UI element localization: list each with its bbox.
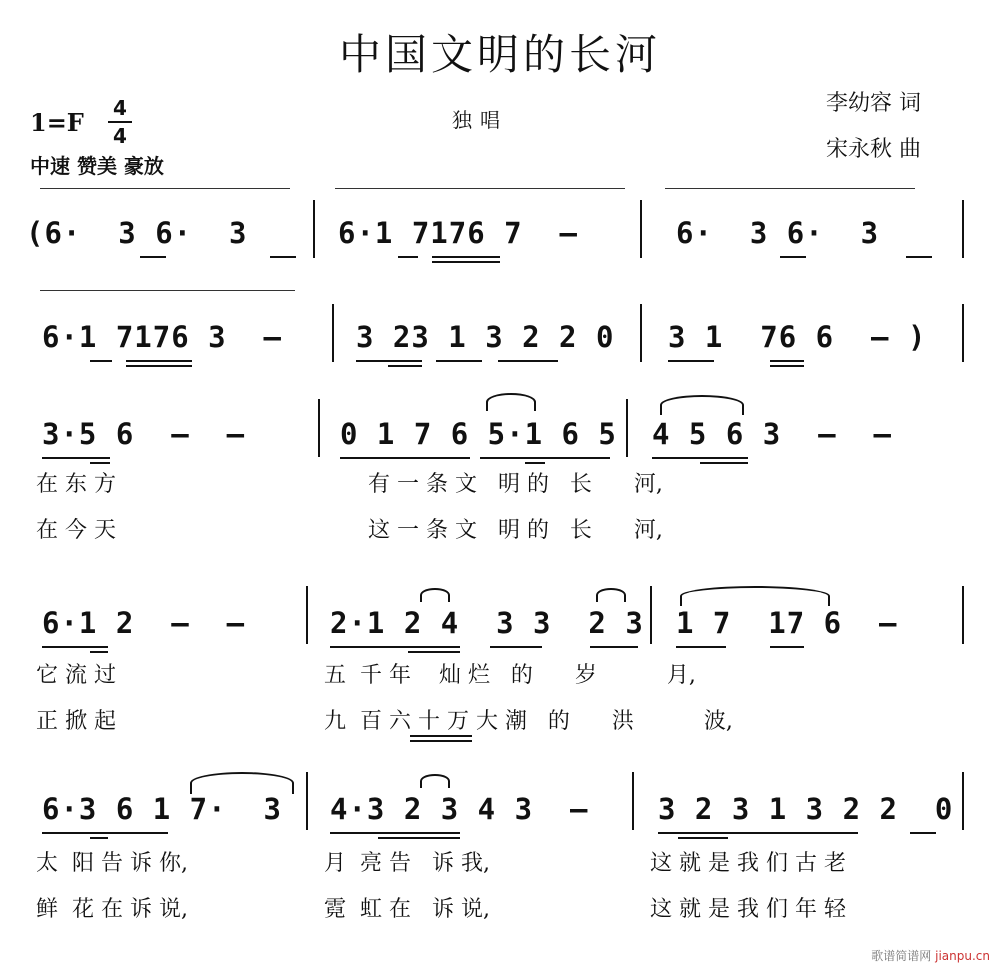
- tie-arc: [680, 586, 830, 606]
- measure-notes: 0 1 7 6 5·1 6 5: [340, 417, 617, 451]
- lyric-verse-1: 它 流 过: [36, 663, 116, 688]
- barline: [306, 772, 308, 830]
- underline: [525, 462, 545, 464]
- measure-notes: 6·1 7176 7 –: [338, 216, 578, 250]
- lyric-verse-2: 九 百 六 十 万 大 潮 的 洪 波,: [324, 709, 733, 734]
- lyric-verse-2: 正 掀 起: [36, 709, 116, 734]
- underline: [388, 365, 422, 367]
- underline: [42, 646, 108, 648]
- barline: [632, 772, 634, 830]
- key-signature: 1=F: [30, 108, 84, 137]
- tie-arc: [660, 395, 744, 415]
- underline: [90, 360, 112, 362]
- time-signature-bar: [108, 121, 132, 123]
- measure-notes: 3 1 76 6 – ): [668, 320, 927, 354]
- tie-arc: [486, 393, 536, 411]
- time-denominator: 4: [113, 124, 127, 148]
- underline: [408, 651, 460, 653]
- lyric-verse-2: 鲜 花 在 诉 说,: [36, 897, 188, 922]
- tie-arc: [190, 772, 294, 794]
- underline: [652, 457, 748, 459]
- lyric-verse-1: 月 亮 告 诉 我,: [324, 851, 490, 876]
- underline: [910, 832, 936, 834]
- measure-notes: 4·3 2 3 4 3 –: [330, 792, 589, 826]
- underline: [330, 832, 460, 834]
- underline: [770, 365, 804, 367]
- barline: [332, 304, 334, 362]
- performance-type: 独唱: [452, 108, 508, 132]
- measure-notes: (6· 3 6· 3: [26, 216, 248, 250]
- tie-arc: [420, 774, 450, 788]
- underline: [126, 365, 192, 367]
- measure-notes: 4 5 6 3 – –: [652, 417, 892, 451]
- lyric-verse-1: 有 一 条 文 明 的 长 河,: [368, 472, 663, 497]
- underline: [378, 837, 460, 839]
- underline: [432, 261, 500, 263]
- tie-arc: [420, 588, 450, 602]
- slur-line: [335, 188, 625, 189]
- slur-line: [40, 188, 290, 189]
- underline: [42, 832, 168, 834]
- measure-notes: 2·1 2 4 3 3 2 3: [330, 606, 644, 640]
- measure-notes: 3 23 1 3 2 2 0: [356, 320, 615, 354]
- composer-credit: 宋永秋 曲: [826, 137, 921, 162]
- underline: [590, 646, 638, 648]
- underline: [668, 360, 714, 362]
- lyric-verse-2: 在 今 天: [36, 518, 116, 543]
- underline: [480, 457, 610, 459]
- time-signature: [108, 96, 132, 148]
- underline: [90, 837, 108, 839]
- underline: [340, 457, 470, 459]
- underline: [398, 256, 418, 258]
- barline: [962, 772, 964, 830]
- underline: [42, 457, 110, 459]
- watermark-url: jianpu.cn: [935, 949, 990, 963]
- underline: [90, 651, 108, 653]
- lyric-verse-1: 太 阳 告 诉 你,: [36, 851, 188, 876]
- time-numerator: 4: [113, 96, 127, 120]
- barline: [626, 399, 628, 457]
- underline: [678, 837, 728, 839]
- lyric-verse-2: 霓 虹 在 诉 说,: [324, 897, 490, 922]
- underline: [780, 256, 806, 258]
- lyric-verse-2: 这 就 是 我 们 年 轻: [650, 897, 846, 922]
- underline: [330, 646, 460, 648]
- barline: [318, 399, 320, 457]
- lyric-verse-2: 这 一 条 文 明 的 长 河,: [368, 518, 663, 543]
- underline: [658, 832, 858, 834]
- slur-line: [40, 290, 295, 291]
- underline: [676, 646, 726, 648]
- underline: [410, 740, 472, 742]
- underline: [436, 360, 482, 362]
- underline: [490, 646, 542, 648]
- tie-arc: [596, 588, 626, 602]
- measure-notes: 6·1 2 – –: [42, 606, 246, 640]
- underline: [90, 462, 110, 464]
- barline: [306, 586, 308, 644]
- underline: [700, 462, 748, 464]
- underline: [270, 256, 296, 258]
- barline: [962, 304, 964, 362]
- song-title: 中国文明的长河: [338, 30, 661, 79]
- barline: [640, 200, 642, 258]
- tempo-marking: 中速 赞美 豪放: [30, 154, 164, 178]
- barline: [962, 200, 964, 258]
- underline: [498, 360, 558, 362]
- measure-notes: 3·5 6 – –: [42, 417, 246, 451]
- underline: [410, 735, 472, 737]
- underline: [432, 256, 500, 258]
- barline: [640, 304, 642, 362]
- measure-notes: 1 7 17 6 –: [676, 606, 898, 640]
- measure-notes: 3 2 3 1 3 2 2 0: [658, 792, 954, 826]
- underline: [356, 360, 422, 362]
- lyric-verse-1: 五 千 年 灿 烂 的 岁 月,: [324, 663, 696, 688]
- measure-notes: 6· 3 6· 3: [676, 216, 880, 250]
- barline: [313, 200, 315, 258]
- watermark-name: 歌谱简谱网: [871, 949, 936, 963]
- underline: [126, 360, 192, 362]
- lyric-verse-1: 在 东 方: [36, 472, 116, 497]
- barline: [962, 586, 964, 644]
- underline: [906, 256, 932, 258]
- site-watermark: [871, 947, 990, 964]
- lyric-verse-1: 这 就 是 我 们 古 老: [650, 851, 846, 876]
- measure-notes: 6·1 7176 3 –: [42, 320, 282, 354]
- underline: [770, 646, 804, 648]
- measure-notes: 6·3 6 1 7· 3: [42, 792, 282, 826]
- lyricist-credit: 李幼容 词: [826, 91, 921, 116]
- slur-line: [665, 188, 915, 189]
- underline: [770, 360, 804, 362]
- barline: [650, 586, 652, 644]
- underline: [140, 256, 166, 258]
